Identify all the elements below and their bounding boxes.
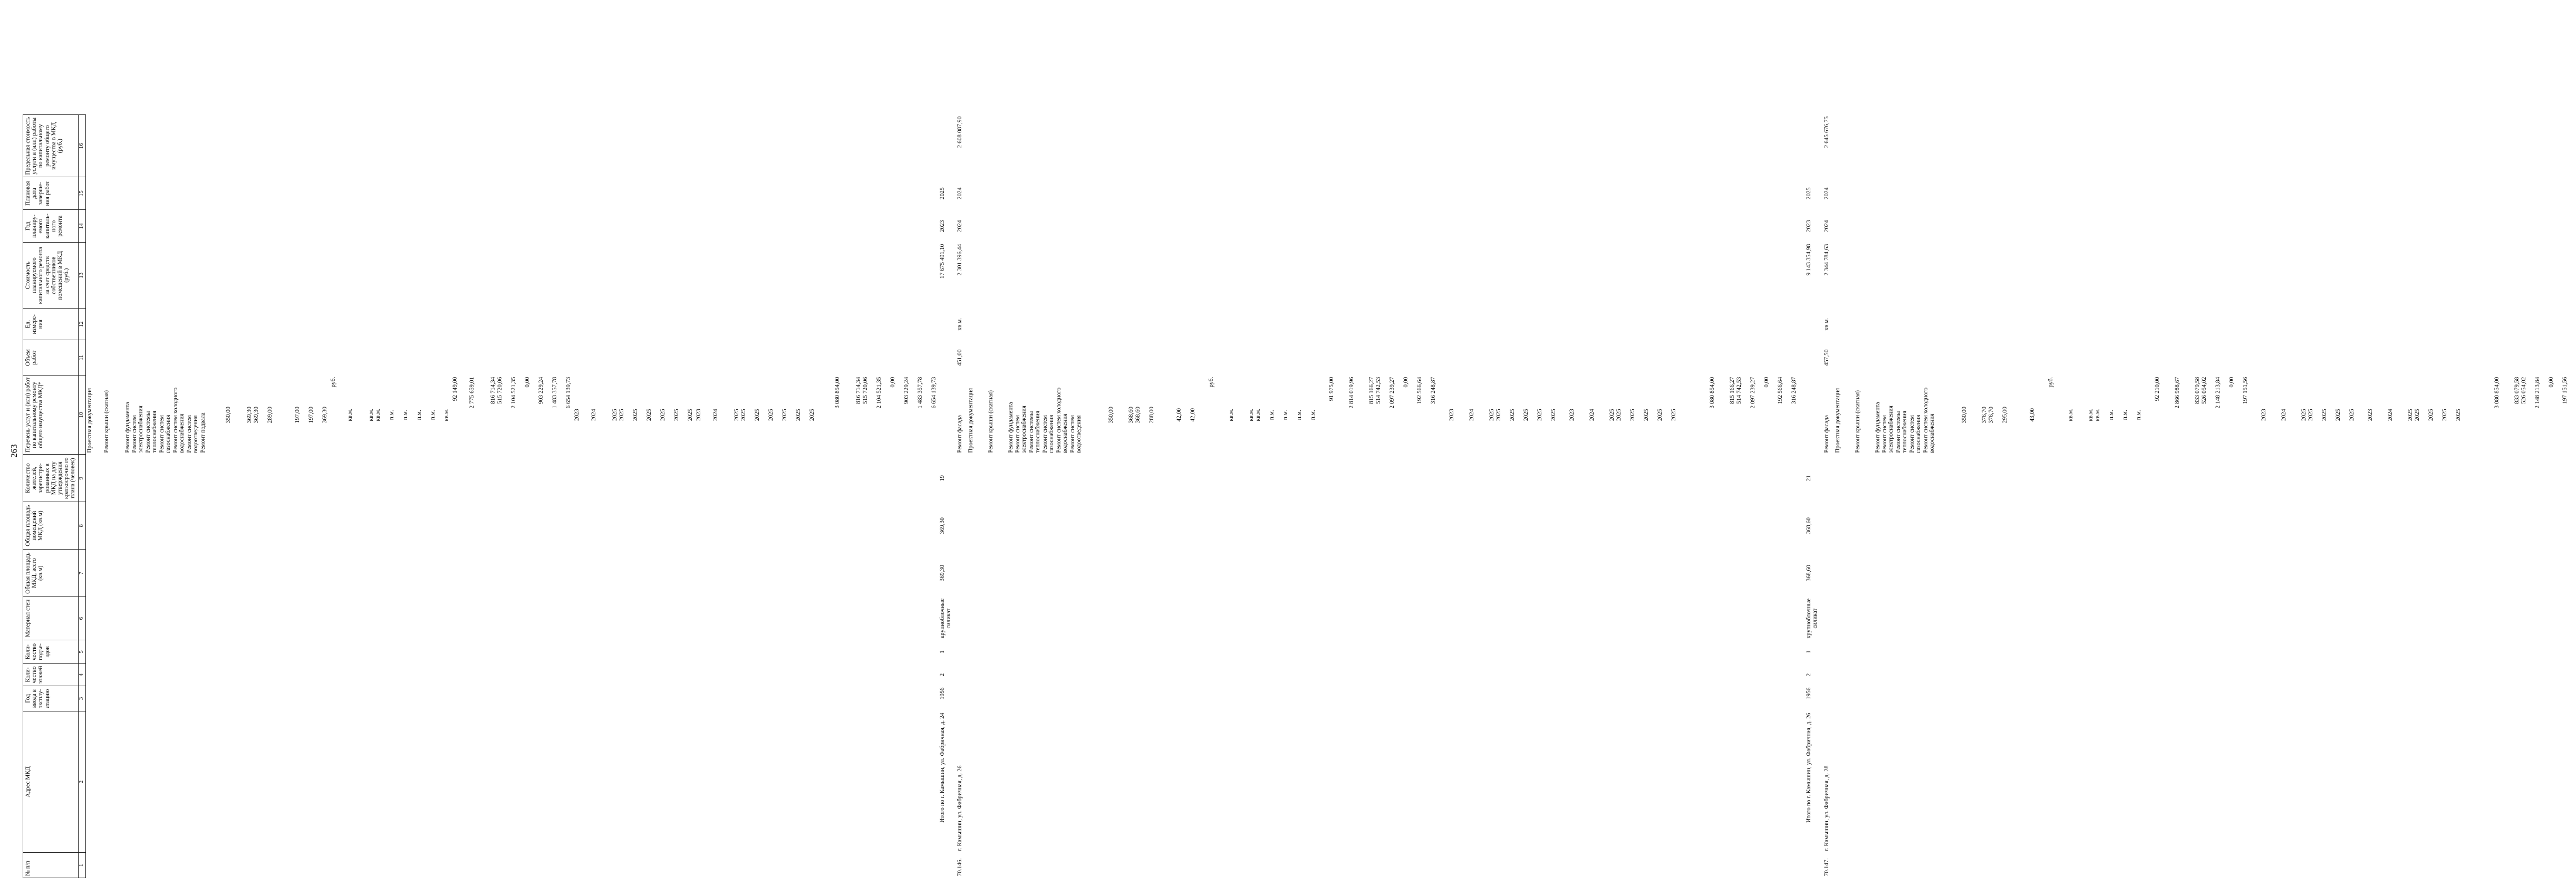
year-value: 2025 [1523, 409, 1530, 421]
total-floors: 2 [1806, 673, 1812, 677]
col-header-address: Адрес МКД [23, 711, 79, 853]
limit-value: 316 248,87 [1791, 377, 1798, 404]
total-entrances: 1 [939, 650, 946, 653]
total-address: Итого по г. Камышин, ул. Фабричная, д. 24 [939, 713, 946, 823]
column-number: 1 [78, 853, 85, 878]
volume-value: 376,70 [1981, 407, 1988, 424]
col-header-entrances: Коли- чество подъе- здов [23, 640, 79, 664]
end-date-value: 2023 [2367, 409, 2374, 421]
unit-value: кв.м. [443, 408, 450, 421]
total-floors: 2 [939, 673, 946, 677]
cost-value: 2 866 988,67 [2174, 377, 2181, 409]
work-item: Ремонт систем холодного водоснабжения [172, 387, 185, 453]
work-list [86, 376, 208, 455]
end-date-value: 2025 [1609, 409, 1616, 421]
limit-value: 0,00 [2548, 377, 2554, 388]
volume-value: 451,00 [957, 349, 963, 366]
limit-list [1685, 376, 1805, 455]
cost-value: 0,00 [524, 377, 530, 388]
col-header-end-date: Плановая дата заверше- ния работ [23, 177, 79, 210]
end-date-value: 2025 [808, 409, 815, 421]
limit-value: 816 714,34 [855, 377, 862, 404]
total-year: 1956 [1806, 687, 1812, 700]
unit-value: п.м. [1310, 410, 1317, 420]
year-value: 2025 [1509, 409, 1516, 421]
end-date-value: 2025 [740, 409, 747, 421]
limit-value: 2 148 213,84 [2534, 377, 2541, 409]
cost-value: 192 566,64 [1416, 377, 1423, 404]
work-item: Ремонт фасада [957, 415, 963, 453]
row-number: 70.147. [1823, 858, 1830, 877]
volume-value: 295,00 [2001, 407, 2008, 424]
total-end-date: 2025 [1806, 187, 1812, 200]
col-header-residents: Количество жителей, зарегистри- рованных в МКД на дату утверждения краткосрочно го плана (человек) [23, 455, 79, 502]
total-rooms-area: 368,60 [1806, 517, 1812, 534]
col-header-plan-year: Год планиру- емого капиталь- ного ремонта [23, 210, 79, 243]
year-value: 2025 [659, 409, 666, 421]
unit-value: п.м. [416, 410, 422, 420]
end-date-value: 2024 [957, 187, 963, 200]
volume-value [2015, 377, 2029, 453]
volume-value: 350,00 [1108, 407, 1115, 424]
cost-value: 1 483 357,78 [551, 377, 558, 409]
work-item: Ремонт систем водоотведения [186, 415, 199, 453]
work-item: Ремонт крыши (скатная) [1854, 390, 1861, 453]
volume-value: 368,60 [1128, 407, 1135, 424]
row-number: 70.146. [957, 858, 963, 877]
limit-value: 903 229,24 [903, 377, 910, 404]
unit-value: руб. [330, 377, 336, 388]
unit-value: п.м. [2135, 410, 2142, 420]
unit-list [1204, 376, 1324, 455]
limit-value: 815 166,27 [1729, 377, 1736, 404]
cost-value: 526 054,02 [2201, 377, 2207, 404]
column-number: 9 [78, 455, 85, 502]
limit-value: 0,00 [889, 377, 896, 388]
work-item: Ремонт подвала [199, 412, 206, 453]
total-material: крупноблочные силикат [1806, 598, 1819, 639]
column-number: 11 [78, 340, 85, 376]
work-item: Ремонт систем водоотведения [1069, 415, 1083, 453]
work-item: Ремонт фундамента [124, 402, 131, 453]
unit-value: руб. [2047, 377, 2054, 388]
work-item: Ремонт фундамента [1874, 402, 1881, 453]
unit-list [2043, 376, 2150, 455]
end-date-value: 2025 [2441, 409, 2448, 421]
unit-value: кв.м. [2087, 408, 2094, 421]
col-header-rooms-area: Общая площадь помещений МКД (кв.м) [23, 502, 79, 550]
column-number: 16 [78, 115, 85, 177]
column-numbers-row [78, 115, 85, 878]
unit-value: п.м. [1296, 410, 1303, 420]
total-residents: 19 [939, 475, 946, 482]
column-number: 6 [78, 597, 85, 640]
end-date-value: 2024 [712, 409, 719, 421]
limit-value [2474, 377, 2494, 453]
unit-value: п.м. [2108, 410, 2115, 420]
work-list [1830, 376, 1937, 455]
unit-value: кв.м. [346, 408, 353, 421]
volume-list [1084, 376, 1204, 455]
col-header-unit: Ед. измере- ния [23, 309, 79, 340]
year-list [2256, 376, 2363, 455]
end-date-value: 2024 [1823, 187, 1830, 200]
year-value: 2025 [1496, 409, 1502, 421]
work-item: Ремонт систем электроснабжения [1881, 406, 1895, 453]
work-block-row [85, 115, 939, 878]
limit-value [1689, 377, 1709, 453]
limit-value [817, 377, 834, 453]
year-value: 2025 [2334, 409, 2341, 421]
total-entrances: 1 [1806, 650, 1812, 653]
total-residents: 21 [1806, 475, 1812, 482]
cost-value: 91 975,00 [1328, 377, 1335, 401]
unit-value: кв.м. [1255, 408, 1262, 421]
year-value: 2025 [611, 409, 618, 421]
year-value: 2025 [2348, 409, 2355, 421]
work-item: Ремонт системы теплоснабжения [1895, 410, 1908, 453]
work-item: Ремонт крыши (скатная) [988, 390, 995, 453]
unit-value: п.м. [2121, 410, 2128, 420]
total-area: 368,60 [1806, 565, 1812, 582]
total-row [939, 115, 952, 878]
end-date-value: 2025 [1671, 409, 1677, 421]
limit-value: 0,00 [1763, 377, 1770, 388]
end-date-value: 2025 [1657, 409, 1664, 421]
year-value: 2023 [573, 409, 580, 421]
year-list [1444, 376, 1565, 455]
header-row [23, 115, 79, 878]
column-number: 5 [78, 640, 85, 664]
cost-value: 2 814 019,96 [1348, 377, 1355, 409]
cost-value: 2 097 239,27 [1389, 377, 1396, 409]
col-header-works: Перечень услуг и (или) работ по капитальному ремонту общего имущества МКД* [23, 376, 79, 455]
unit-value: кв.м. [1228, 408, 1235, 421]
volume-value [1088, 377, 1108, 453]
year-value: 2025 [1489, 409, 1496, 421]
limit-value: 6 654 139,73 [930, 377, 937, 409]
volume-list [1937, 376, 2043, 455]
limit-value: 2 104 521,35 [875, 377, 882, 409]
year-value: 2025 [1550, 409, 1557, 421]
work-item: Ремонт фундамента [1008, 402, 1015, 453]
work-item: Ремонт систем газоснабжения [1908, 415, 1922, 453]
volume-value: 368,60 [1135, 407, 1142, 424]
rotated-content [8, 11, 2568, 878]
col-header-wall-material: Материал стен [23, 597, 79, 640]
repair-plan-table [23, 114, 2576, 878]
volume-value [208, 377, 225, 453]
end-date-value: 2025 [1616, 409, 1623, 421]
work-item: Ремонт систем газоснабжения [1042, 415, 1055, 453]
total-plan-year: 2023 [939, 220, 946, 233]
cost-value: 2 775 659,01 [468, 377, 475, 409]
year-value: 2025 [1537, 409, 1543, 421]
volume-value [281, 377, 294, 453]
work-item: Ремонт систем холодного водоснабжения [1056, 387, 1069, 453]
unit-value: кв.м. [1823, 317, 1830, 331]
unit-value: кв.м. [2094, 408, 2101, 421]
column-number: 12 [78, 309, 85, 340]
column-number: 10 [78, 376, 85, 455]
end-date-list [2363, 376, 2469, 455]
year-value: 2025 [687, 409, 693, 421]
year-value: 2025 [645, 409, 652, 421]
unit-value: п.м. [402, 410, 409, 420]
end-date-value: 2025 [754, 409, 760, 421]
limit-value: 2 608 087,90 [957, 116, 963, 148]
end-date-value: 2025 [1629, 409, 1636, 421]
page-number: 263 [9, 444, 19, 458]
row-address: г. Камышин, ул. Фабричная, д. 26 [957, 765, 963, 851]
column-number: 14 [78, 210, 85, 243]
total-cost: 9 143 354,98 [1806, 244, 1812, 276]
volume-value: 289,00 [266, 407, 273, 424]
cost-value: 833 079,58 [2194, 377, 2201, 404]
address-row [1819, 115, 1830, 878]
year-list [573, 376, 695, 455]
limit-value: 833 079,58 [2513, 377, 2520, 404]
year-value: 2025 [673, 409, 680, 421]
limit-value: 1 483 357,78 [916, 377, 923, 409]
column-number: 8 [78, 502, 85, 550]
work-item: Ремонт систем электроснабжения [131, 406, 144, 453]
column-number: 13 [78, 243, 85, 309]
total-area: 369,30 [939, 565, 946, 582]
unit-value: кв.м. [957, 317, 963, 331]
total-plan-year: 2023 [1806, 220, 1812, 233]
cost-list [451, 376, 573, 455]
volume-value: 43,00 [2029, 408, 2035, 422]
cost-value: 92 210,00 [2154, 377, 2160, 401]
cost-value: 197 151,56 [2242, 377, 2249, 404]
unit-value: кв.м. [1248, 408, 1255, 421]
col-header-year: Год ввода в эксплу- атацию [23, 686, 79, 711]
limit-value: 192 566,64 [1777, 377, 1784, 404]
col-header-number: № п/п [23, 853, 79, 878]
volume-value: 457,50 [1823, 349, 1830, 366]
cost-value: 316 248,87 [1430, 377, 1437, 404]
limit-value: 526 054,02 [2520, 377, 2527, 404]
work-item: Ремонт системы теплоснабжения [1028, 410, 1041, 453]
cost-value: 514 742,53 [1375, 377, 1382, 404]
unit-value: кв.м. [374, 408, 381, 421]
volume-value: 288,00 [1149, 407, 1155, 424]
cost-list [1324, 376, 1444, 455]
unit-value: п.м. [1269, 410, 1276, 420]
year-value: 2025 [632, 409, 639, 421]
end-date-list [1565, 376, 1685, 455]
year-value: 2024 [590, 409, 597, 421]
unit-list [330, 376, 451, 455]
address-row [952, 115, 963, 878]
total-end-date: 2025 [939, 187, 946, 200]
work-list [963, 376, 1084, 455]
column-number: 15 [78, 177, 85, 210]
limit-value: 2 097 239,27 [1750, 377, 1757, 409]
volume-value: 197,00 [294, 407, 301, 424]
column-number: 4 [78, 664, 85, 686]
unit-value: кв.м. [368, 408, 374, 421]
end-date-list [695, 376, 817, 455]
work-item: Проектная документация [86, 388, 93, 453]
year-value: 2024 [2280, 409, 2287, 421]
year-value: 2024 [1823, 220, 1830, 233]
end-date-value: 2025 [2427, 409, 2434, 421]
limit-value: 515 720,06 [862, 377, 869, 404]
cost-list [2150, 376, 2256, 455]
end-date-value: 2023 [1569, 409, 1576, 421]
limit-list [2469, 376, 2576, 455]
work-item: Ремонт систем холодного водоснабжения [1922, 387, 1936, 453]
end-date-value: 2025 [781, 409, 788, 421]
total-rooms-area: 369,30 [939, 517, 946, 534]
volume-value: 369,30 [253, 407, 259, 424]
end-date-value: 2024 [2387, 409, 2394, 421]
volume-value: 350,00 [1961, 407, 1967, 424]
volume-value: 350,00 [225, 407, 231, 424]
col-header-limit-cost: Предельная стоимость услуги и (или) работы по капитальному ремонту общего имущества в МКД (руб.) [23, 115, 79, 177]
end-date-value: 2024 [1589, 409, 1596, 421]
year-value: 2023 [1449, 409, 1455, 421]
col-header-cost: Стоимость планируемого капитального ремонта за счет средств собственников помещений в МКД (руб.) [23, 243, 79, 309]
col-header-total-area: Общая площадь МКД, всего (кв.м) [23, 550, 79, 597]
unit-value: кв.м. [2067, 408, 2074, 421]
volume-value: 42,00 [1190, 408, 1197, 422]
end-date-value: 2025 [1643, 409, 1650, 421]
year-value: 2023 [2260, 409, 2267, 421]
row-address: г. Камышин, ул. Фабричная, д. 28 [1823, 765, 1830, 851]
total-year: 1956 [939, 687, 946, 700]
volume-value: 197,00 [307, 407, 314, 424]
end-date-value: 2025 [767, 409, 774, 421]
limit-list [817, 376, 939, 455]
work-item: Ремонт крыши (скатная) [103, 390, 110, 453]
unit-value: руб. [1208, 377, 1215, 388]
year-value: 2025 [2307, 409, 2314, 421]
work-item: Ремонт систем электроснабжения [1015, 406, 1028, 453]
col-header-floors: Коли- чество этажей [23, 664, 79, 686]
cost-value: 903 229,24 [537, 377, 544, 404]
work-item: Проектная документация [968, 388, 975, 453]
limit-value: 3 080 854,00 [1709, 377, 1716, 409]
year-value: 2025 [618, 409, 625, 421]
volume-value: 376,70 [1988, 407, 1994, 424]
cost-value: 2 148 213,84 [2214, 377, 2221, 409]
cost-value: 815 166,27 [1368, 377, 1375, 404]
cost-value: 2 301 396,44 [957, 244, 963, 276]
cost-value: 515 720,06 [496, 377, 503, 404]
work-item: Проектная документация [1834, 388, 1841, 453]
end-date-value: 2025 [2455, 409, 2462, 421]
end-date-value: 2025 [795, 409, 802, 421]
work-item: Ремонт фасада [1823, 415, 1830, 453]
column-number: 2 [78, 711, 85, 853]
unit-value: п.м. [388, 410, 395, 420]
limit-value: 197 151,56 [2561, 377, 2568, 404]
end-date-value: 2025 [2414, 409, 2420, 421]
volume-value: 369,30 [321, 407, 328, 424]
column-number: 7 [78, 550, 85, 597]
cost-value: 92 149,00 [451, 377, 458, 401]
end-date-value: 2025 [2407, 409, 2414, 421]
column-number: 3 [78, 686, 85, 711]
total-row [1805, 115, 1819, 878]
cost-value: 2 104 521,35 [510, 377, 517, 409]
work-item: Ремонт системы теплоснабжения [144, 410, 158, 453]
volume-value: 42,00 [1176, 408, 1183, 422]
unit-value: п.м. [429, 410, 436, 420]
unit-value: п.м. [1282, 410, 1289, 420]
total-material: крупноблочные силикат [939, 598, 952, 639]
volume-value [1162, 377, 1176, 453]
end-date-value: 2025 [733, 409, 740, 421]
cost-value: 6 654 139,73 [565, 377, 572, 409]
cost-value: 0,00 [2228, 377, 2235, 388]
limit-value: 3 080 854,00 [2493, 377, 2500, 409]
volume-value [1941, 377, 1961, 453]
end-date-value: 2023 [695, 409, 702, 421]
work-block-row [1830, 115, 2576, 878]
year-value: 2025 [2321, 409, 2328, 421]
year-value: 2025 [2300, 409, 2307, 421]
cost-value: 816 714,34 [489, 377, 496, 404]
work-item: Ремонт систем газоснабжения [158, 415, 171, 453]
cost-value: 0,00 [1403, 377, 1410, 388]
year-value: 2024 [957, 220, 963, 233]
work-block-row [963, 115, 1805, 878]
cost-value: 2 344 784,63 [1823, 244, 1830, 276]
total-cost: 17 675 491,10 [939, 244, 946, 279]
volume-list [208, 376, 330, 455]
limit-value: 3 080 854,00 [834, 377, 841, 409]
limit-value: 514 742,53 [1736, 377, 1743, 404]
limit-value: 2 645 676,75 [1823, 116, 1830, 148]
total-address: Итого по г. Камышин, ул. Фабричная, д. 26 [1806, 713, 1812, 823]
volume-value: 369,30 [246, 407, 253, 424]
year-value: 2024 [1469, 409, 1475, 421]
col-header-volume: Объем работ [23, 340, 79, 376]
